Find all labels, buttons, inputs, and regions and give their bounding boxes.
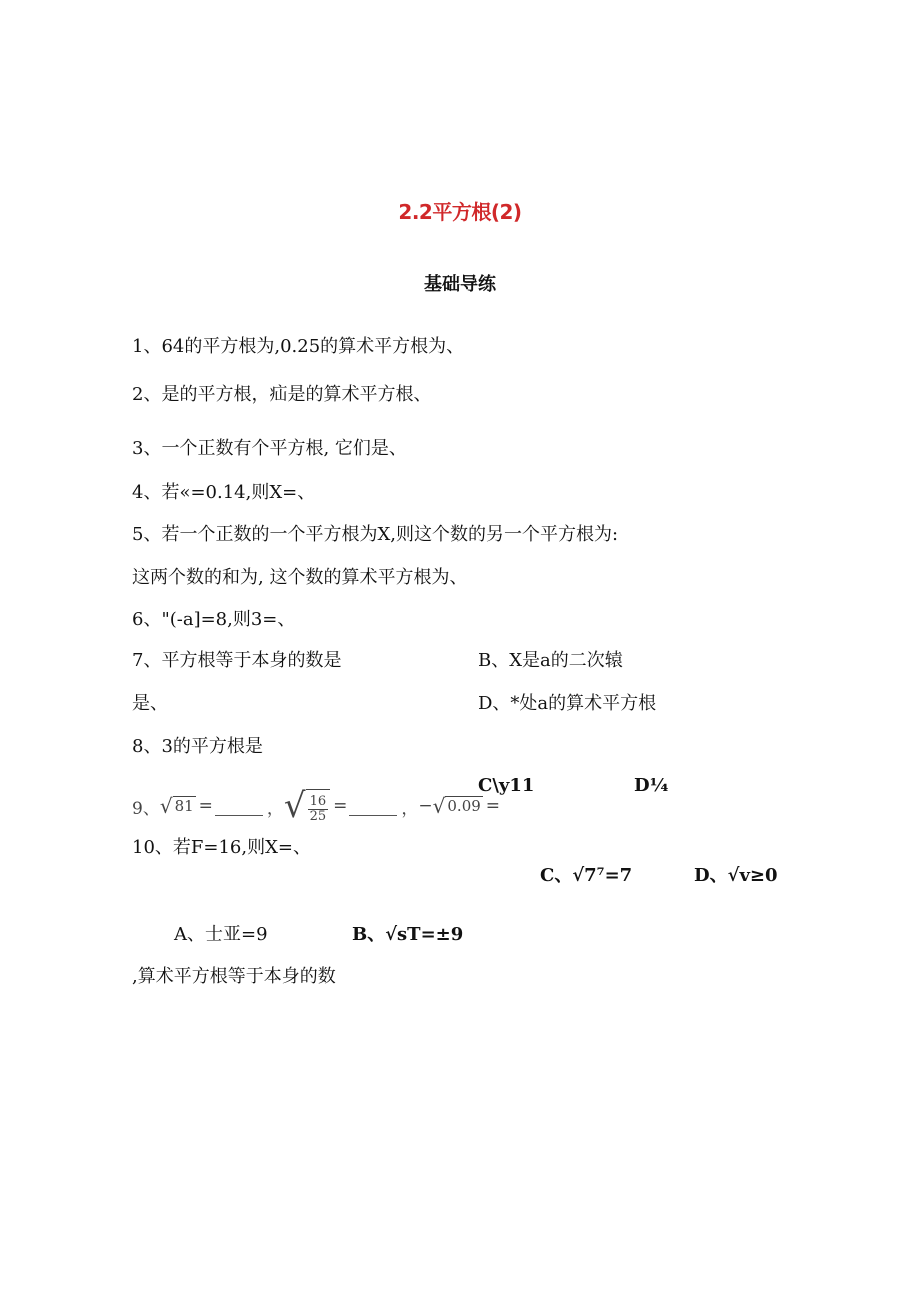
question-10-option-c: C、√7⁷=7 [540, 865, 633, 886]
page-title: 2.2平方根(2) [398, 200, 522, 224]
question-9 [132, 786, 500, 826]
negative-sign: − [418, 796, 433, 816]
answer-blank-1[interactable] [215, 797, 263, 816]
question-8-option-c: C\y11 [478, 775, 535, 796]
question-7-continued: 是、 [132, 693, 168, 714]
equals-sign: = [198, 796, 213, 816]
question-10-option-d: D、√v≥0 [694, 865, 778, 886]
question-7-option-d: D、*处a的算术平方根 [478, 693, 657, 714]
question-1: 1、64的平方根为,0.25的算术平方根为、 [132, 336, 465, 357]
question-9-number: 9、 [132, 798, 160, 819]
question-10: 10、若F=16,则X=、 [132, 837, 311, 858]
question-10-option-b: B、√sT=±9 [352, 924, 464, 945]
question-3: 3、一个正数有个平方根, 它们是、 [132, 438, 407, 459]
question-8-option-d: D¼ [634, 775, 669, 796]
question-6: 6、"(-a]=8,则3=、 [132, 609, 296, 630]
separator: ， [266, 798, 284, 819]
question-7-option-b: B、X是a的二次辕 [478, 650, 623, 671]
radical-16-over-25: √ $\frac{16}{25}$ [284, 789, 330, 824]
question-8: 8、3的平方根是 [132, 736, 263, 757]
question-2: 2、是的平方根，疝是的算术平方根、 [132, 384, 432, 405]
question-4: 4、若«=0.14,则X=、 [132, 482, 316, 503]
question-5-line-1: 5、若一个正数的一个平方根为X,则这个数的另一个平方根为: [132, 524, 619, 545]
answer-blank-2[interactable] [349, 797, 397, 816]
separator: ， [401, 798, 419, 819]
question-11: ,算术平方根等于本身的数 [132, 966, 336, 987]
question-5-line-2: 这两个数的和为, 这个数的算术平方根为、 [132, 567, 468, 588]
question-7: 7、平方根等于本身的数是 [132, 650, 342, 671]
equals-sign: = [485, 796, 501, 816]
section-heading: 基础导练 [424, 274, 496, 295]
equals-sign: = [333, 796, 348, 816]
radical-81: √ 81 [159, 794, 194, 818]
radical-0-09: √ 0.09 [432, 794, 481, 818]
question-10-option-a: A、士亚=9 [174, 924, 268, 945]
